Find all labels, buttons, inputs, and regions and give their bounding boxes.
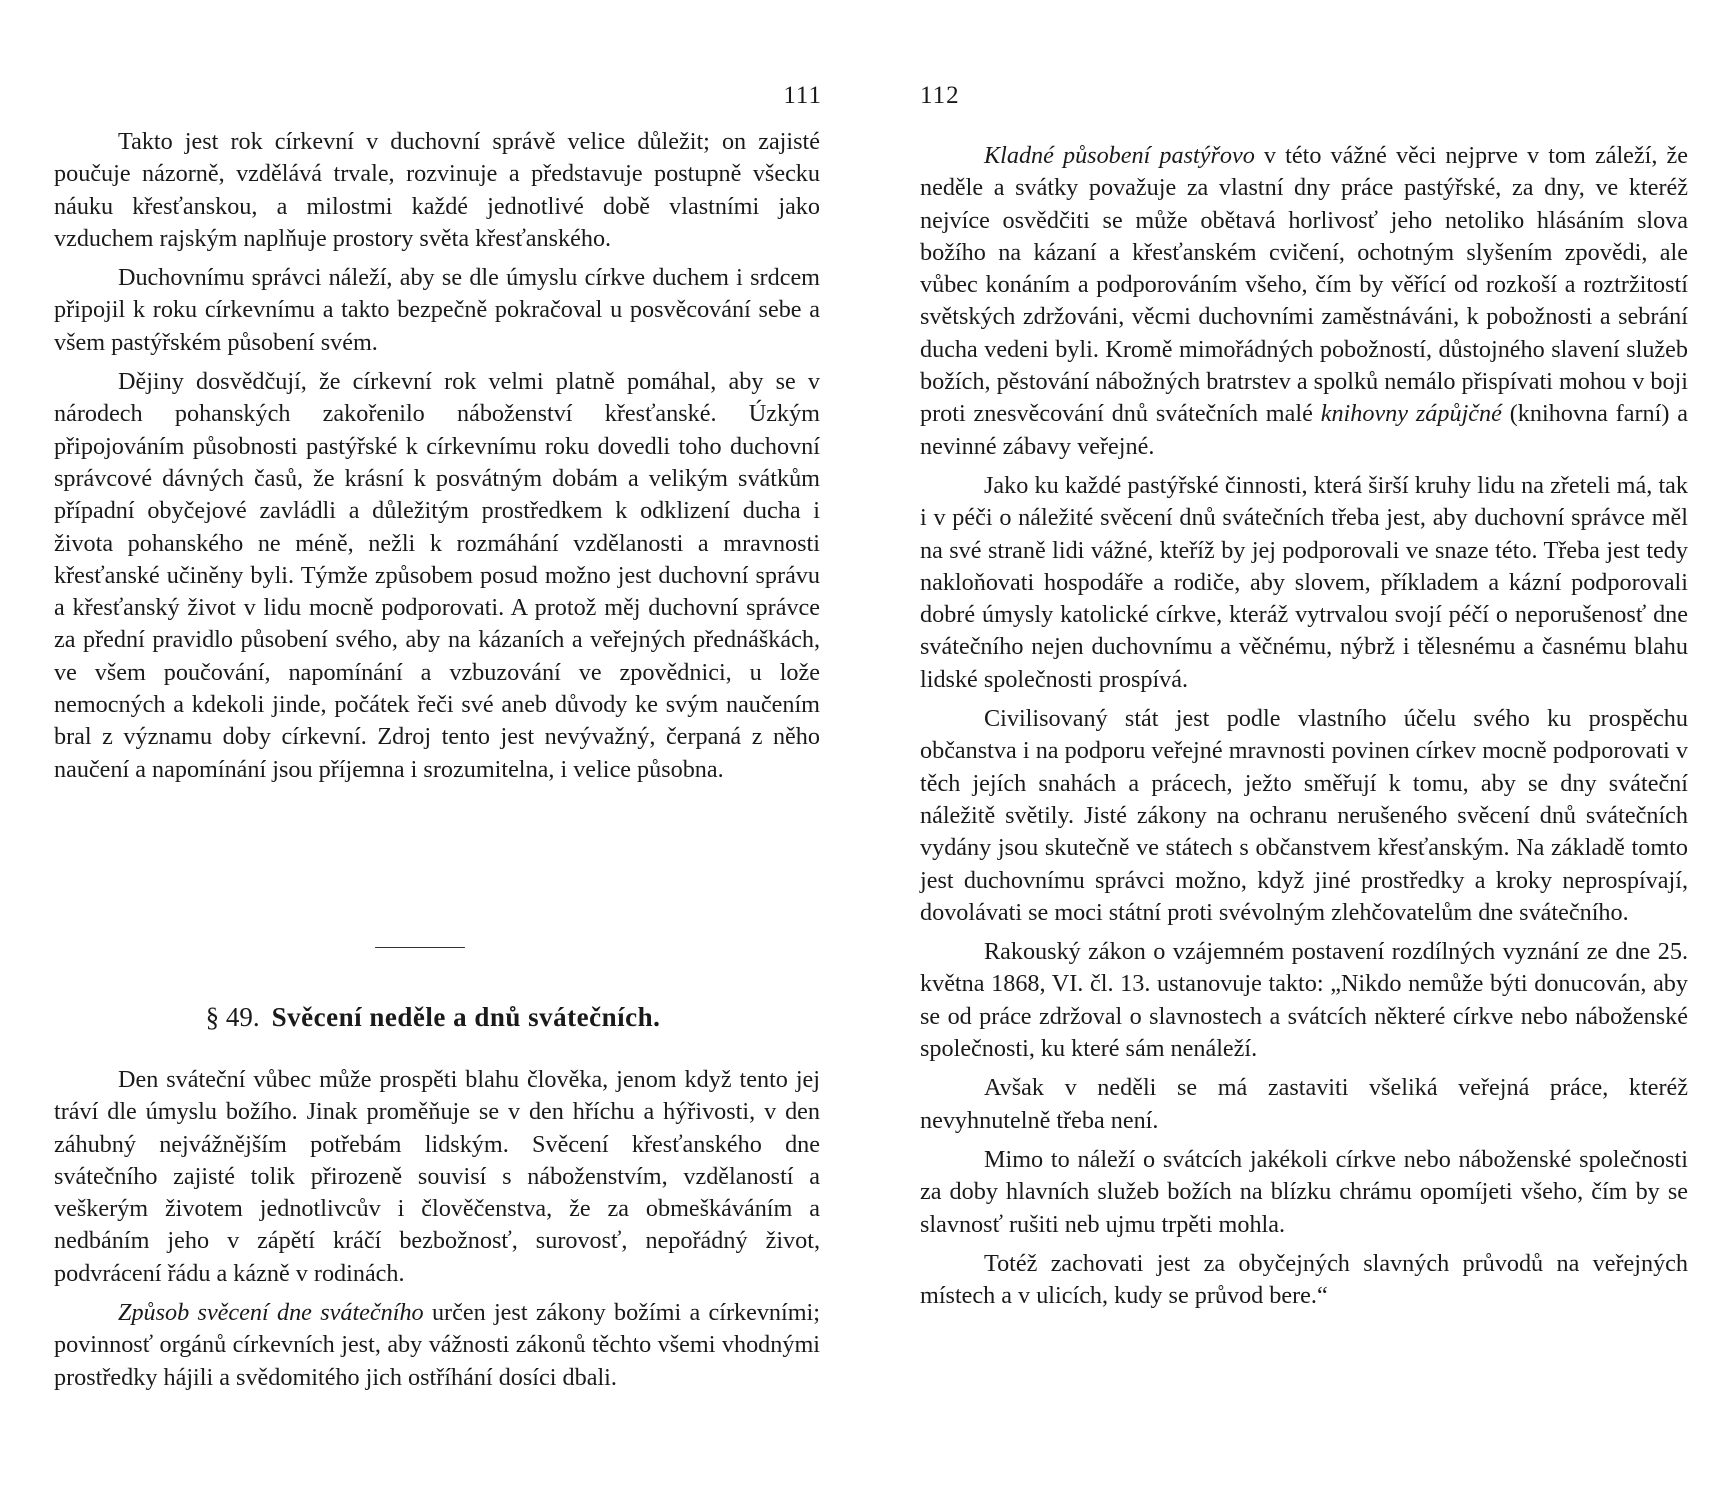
left-text-bottom [54,1064,820,1401]
paragraph-text: určen jest zákony božími a církevními; povinnosť orgánů církevních jest, aby vážnosti zákonů těchto všemi vhodnými prostředky hájili a svědomitého jich ostříhání dosíci dbali. [54,1299,820,1391]
section-divider [375,947,465,948]
paragraph: Takto jest rok církevní v duchovní správě velice důležit; on zajisté poučuje názorně, vzdělává trvale, rozvinuje a představuje postupně všecku náuku křesťanskou, a milostmi každé jednotlivé době vlastními jako vzduchem rajským naplňuje prostory světa křesťanského. [54,128,820,252]
page-number: 111 [783,82,822,109]
italic-phrase: Způsob svěcení dne svátečního [118,1299,424,1327]
paragraph: Dějiny dosvědčují, že církevní rok velmi platně pomáhal, aby se v národech pohanských zakořenilo náboženství křesťanské. Úzkým připojováním působnosti pastýřské k církevnímu roku dovedli toho duchovní správcové dávných časů, že krásní k posvátným dobám a velikým svátkům případní obyčejové zavládli a důležitým prostředkem k odklizení ducha i života pohanského ne méně, nežli k rozmáhání vzdělanosti a mravnosti křesťanské učiněny byli. Týmže způsobem posud možno jest duchovní správu a křesťanský život v lidu mocně podporovati. A protož měj duchovní správce za přední pravidlo působení svého, aby na kázaních a veřejných přednáškách, ve všem poučování, napomínání a vzbuzování ve zpovědnici, u lože nemocných a kdekoli jinde, počátek řeči své aneb důvody ke svým naučením bral z významu doby církevní. Zdroj tento jest nevývažný, čerpaná z něho naučení a napomínání jsou příjemna i srozumitelna, i velice působna. [54,368,820,783]
section-heading [0,1002,866,1033]
paragraph: Mimo to náleží o svátcích jakékoli církve nebo náboženské společnosti za doby hlavních služeb božích na blízku chrámu opomíjeti všeho, čím by se slavnosť rušiti neb ujmu trpěti mohla. [920,1145,1688,1238]
paragraph: Avšak v neděli se má zastaviti všeliká veřejná práce, kteréž nevyhnutelně třeba není. [920,1074,1688,1134]
paragraph [54,1297,820,1394]
page-number: 112 [920,82,960,109]
right-text [920,140,1688,1319]
paragraph: Civilisovaný stát jest podle vlastního účelu svého ku prospěchu občanstva i na podporu veřejné mravnosti povinen církev mocně podporovati v těch jejích snahách a prácech, ježto směřují k tomu, aby se dny sváteční náležitě světily. Jisté zákony na ochranu nerušeného svěcení dnů svátečních vydány jsou skutečně ve státech s občanstvem křesťanským. Na základě tomto jest duchovnímu správci možno, když jiné prostředky a kroky neprospívají, dovolávati se moci státní proti svévolným zlehčovatelům dne svátečního. [920,705,1688,926]
paragraph-text: (knihovna farní) a nevinné zábavy veřejné. [920,400,1689,460]
paragraph-text: v této vážné věci nejprve v tom záleží, že neděle a svátky považuje za vlastní dny práce pastýřské, za dny, ve kteréž nejvíce osvědčiti se může obětavá horlivosť jeho netoliko hlásáním slova božího na kázaní a křesťanském cvičení, ochotným slyšením zpovědi, ale vůbec konáním a podporováním všeho, čím by věřící od rozkoší a roztržitostí světských zdržováni, věcmi duchovními zaměstnáváni, k pobožnosti a sebrání ducha vedeni byli. Kromě mimořádných pobožností, důstojného slavení služeb božích, pěstování nábožných bratrstev a spolků nemálo přispívati mohou v boji proti znesvěcování dnů svátečních malé [920,142,1688,428]
italic-phrase: knihovny zápůjčné [1320,400,1502,428]
section-number: § 49. [205,1002,260,1032]
paragraph: Rakouský zákon o vzájemném postavení rozdílných vyznání ze dne 25. května 1868, VI. čl. 13. ustanovuje takto: „Nikdo nemůže býti donucován, aby se od práce zdržoval o slavnostech a svátcích některé církve nebo náboženské společnosti, ku které sám nenáleží. [920,938,1688,1063]
paragraph: Jako ku každé pastýřské činnosti, která širší kruhy lidu na zřeteli má, tak i v péči o náležité svěcení dnů svátečních třeba jest, aby duchovní správce měl na své straně lidi vážné, kteříž by jej podporovali ve snaze této. Třeba jest tedy nakloňovati hospodáře a rodiče, aby slovem, příkladem a kázní podporovali dobré úmysly katolické církve, kteráž vytrvalou svojí péčí o neporušenosť dne svátečního nejen duchovnímu a věčnému, nýbrž i tělesnému a časnému blahu lidské společnosti prospívá. [920,471,1688,693]
paragraph [920,140,1688,463]
paragraph: Den sváteční vůbec může prospěti blahu člověka, jenom když tento jej tráví dle úmyslu božího. Jinak proměňuje se v den hříchu a hýřivosti, v den záhubný nejvážnějším potřebám lidským. Svěcení křesťanského dne svátečního zajisté tolik přirozeně souvisí s náboženstvím, vzdělaností a veškerým životem jednotlivcův i člověčenstva, že za obmeškáváním a nedbáním jeho v zápětí kráčí bezbožnosť, surovosť, nepořádný život, podvrácení řádu a kázně v rodinách. [54,1066,820,1287]
paragraph: Totéž zachovati jest za obyčejných slavných průvodů na veřejných místech a v ulicích, kudy se průvod bere.“ [920,1249,1688,1310]
paragraph: Duchovnímu správci náleží, aby se dle úmyslu církve duchem i srdcem připojil k roku církevnímu a takto bezpečně pokračoval u posvěcování sebe a všem pastýřském působení svém. [54,264,820,356]
right-page [866,0,1732,1500]
section-title: Svěcení neděle a dnů svátečních. [271,1002,661,1032]
left-text-top [54,126,820,793]
italic-phrase: Kladné působení pastýřovo [984,142,1255,169]
